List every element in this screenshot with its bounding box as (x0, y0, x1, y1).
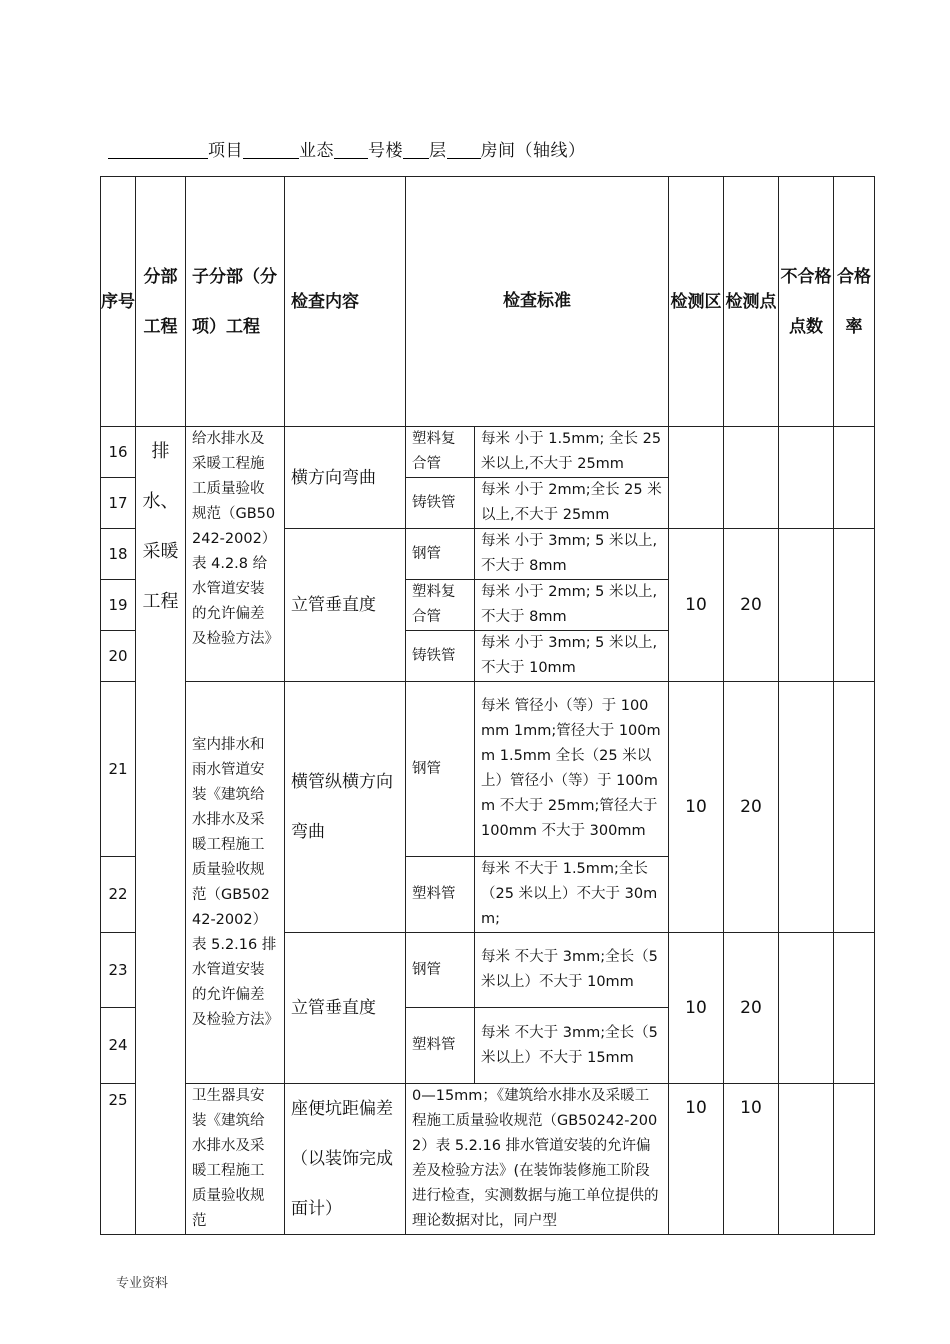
row-number: 18 (101, 529, 136, 580)
standard-cell: 每米 不大于 3mm;全长（5 米以上）不大于 10mm (475, 933, 669, 1008)
row-number: 16 (101, 427, 136, 478)
points-cell: 20 (724, 933, 779, 1084)
inspection-table (100, 176, 875, 1235)
zones-cell: 10 (669, 529, 724, 682)
room-blank[interactable] (447, 142, 481, 159)
division-cell: 排水、采暖工程 (136, 427, 186, 1235)
header-subdivision: 子分部（分项）工程 (186, 177, 285, 427)
pass-rate-cell[interactable] (834, 682, 875, 933)
zones-cell: 10 (669, 1084, 724, 1235)
material-cell: 塑料复合管 (406, 580, 475, 631)
header-points: 检测点 (724, 177, 779, 427)
material-cell: 钢管 (406, 933, 475, 1008)
subdivision-cell: 给水排水及采暖工程施工质量验收规范（GB50242-2002）表 4.2.8 给水管道安装的允许偏差及检验方法》 (186, 427, 285, 682)
content-cell: 横管纵横方向弯曲 (285, 682, 406, 933)
project-blank[interactable] (108, 142, 208, 159)
header-zones: 检测区 (669, 177, 724, 427)
header-standard: 检查标准 (406, 177, 669, 427)
standard-cell: 每米 小于 2mm;全长 25 米以上,不大于 25mm (475, 478, 669, 529)
zones-cell[interactable] (669, 427, 724, 529)
row-number: 21 (101, 682, 136, 857)
pass-rate-cell[interactable] (834, 933, 875, 1084)
points-cell: 20 (724, 529, 779, 682)
fail-count-cell[interactable] (779, 933, 834, 1084)
header-pass-rate: 合格率 (834, 177, 875, 427)
material-cell: 塑料管 (406, 857, 475, 933)
content-cell: 横方向弯曲 (285, 427, 406, 529)
standard-cell: 每米 不大于 3mm;全长（5 米以上）不大于 15mm (475, 1008, 669, 1084)
row-number: 23 (101, 933, 136, 1008)
standard-cell: 0—15mm；《建筑给水排水及采暖工程施工质量验收规范（GB50242-2002）表 5.2.16 排水管道安装的允许偏差及检验方法》(在装饰装修施工阶段进行检查，实测数据与施工单位提供的理论数据对比，同户型 (406, 1084, 669, 1235)
zones-cell: 10 (669, 933, 724, 1084)
pass-rate-cell[interactable] (834, 427, 875, 529)
format-blank[interactable] (243, 142, 299, 159)
material-cell: 铸铁管 (406, 478, 475, 529)
points-cell: 20 (724, 682, 779, 933)
row-number: 24 (101, 1008, 136, 1084)
room-label: 房间（轴线） (480, 141, 586, 161)
content-cell: 立管垂直度 (285, 529, 406, 682)
table-row (101, 1084, 875, 1235)
format-label: 业态 (299, 141, 334, 161)
header-row (101, 177, 875, 427)
fail-count-cell[interactable] (779, 1084, 834, 1235)
floor-blank[interactable] (403, 142, 429, 159)
content-cell: 座便坑距偏差（以装饰完成面计） (285, 1084, 406, 1235)
material-cell: 铸铁管 (406, 631, 475, 682)
fail-count-cell[interactable] (779, 427, 834, 529)
fail-count-cell[interactable] (779, 682, 834, 933)
row-number: 22 (101, 857, 136, 933)
header-content: 检查内容 (285, 177, 406, 427)
material-cell: 钢管 (406, 529, 475, 580)
zones-cell: 10 (669, 682, 724, 933)
table-row (101, 427, 875, 478)
points-cell[interactable] (724, 427, 779, 529)
table-row (101, 682, 875, 857)
project-label: 项目 (208, 141, 243, 161)
page-footer: 专业资料 (116, 1276, 169, 1291)
row-number: 25 (101, 1084, 136, 1235)
standard-cell: 每米 管径小（等）于 100mm 1mm;管径大于 100mm 1.5mm 全长（25 米以上）管径小（等）于 100mm 不大于 25mm;管径大于 100mm 不大于 300mm (475, 682, 669, 857)
header-fail-count: 不合格点数 (779, 177, 834, 427)
content-cell: 立管垂直度 (285, 933, 406, 1084)
standard-cell: 每米 小于 3mm; 5 米以上,不大于 8mm (475, 529, 669, 580)
subdivision-cell: 卫生器具安装《建筑给水排水及采暖工程施工质量验收规范 (186, 1084, 285, 1235)
material-cell: 塑料管 (406, 1008, 475, 1084)
building-label: 号楼 (368, 141, 403, 161)
material-cell: 钢管 (406, 682, 475, 857)
header-seq: 序号 (101, 177, 136, 427)
form-title-line (108, 136, 586, 161)
row-number: 19 (101, 580, 136, 631)
standard-cell: 每米 不大于 1.5mm;全长（25 米以上）不大于 30mm; (475, 857, 669, 933)
building-blank[interactable] (334, 142, 368, 159)
points-cell: 10 (724, 1084, 779, 1235)
standard-cell: 每米 小于 3mm; 5 米以上,不大于 10mm (475, 631, 669, 682)
subdivision-cell: 室内排水和雨水管道安装《建筑给水排水及采暖工程施工质量验收规范（GB50242-2002）表 5.2.16 排水管道安装的允许偏差及检验方法》 (186, 682, 285, 1084)
material-cell: 塑料复合管 (406, 427, 475, 478)
fail-count-cell[interactable] (779, 529, 834, 682)
row-number: 17 (101, 478, 136, 529)
header-division: 分部工程 (136, 177, 186, 427)
pass-rate-cell[interactable] (834, 1084, 875, 1235)
pass-rate-cell[interactable] (834, 529, 875, 682)
standard-cell: 每米 小于 2mm; 5 米以上,不大于 8mm (475, 580, 669, 631)
row-number: 20 (101, 631, 136, 682)
standard-cell: 每米 小于 1.5mm; 全长 25 米以上,不大于 25mm (475, 427, 669, 478)
floor-label: 层 (429, 141, 447, 161)
